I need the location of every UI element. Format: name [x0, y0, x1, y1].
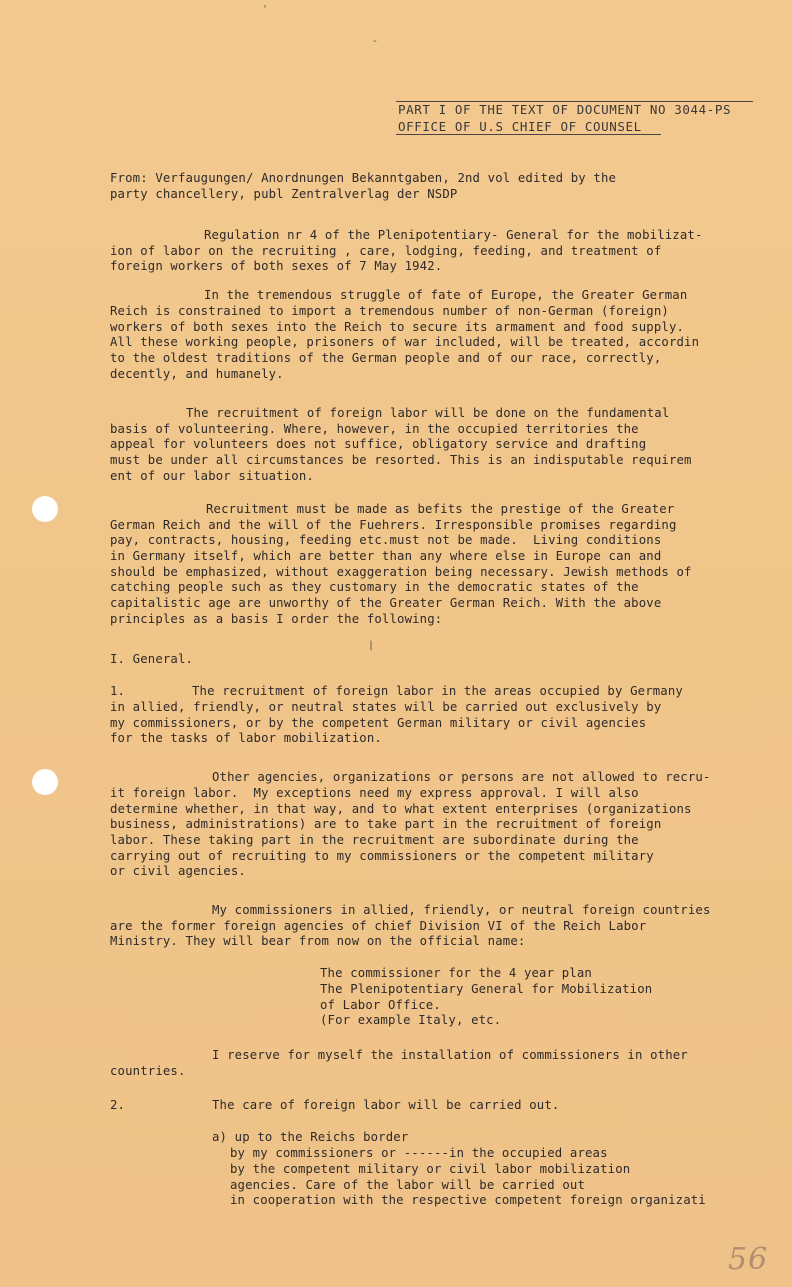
item-1-line-4: for the tasks of labor mobilization.	[110, 731, 382, 745]
source-line-2: party chancellery, publ Zentralverlag der NSDP	[110, 187, 458, 201]
para-6-line-2: are the former foreign agencies of chief Division VI of the Reich Labor	[110, 919, 647, 933]
item-1-line-2: in allied, friendly, or neutral states will be carried out exclusively by	[110, 700, 662, 714]
header-line-1: PART I OF THE TEXT OF DOCUMENT NO 3044-PS	[398, 102, 732, 117]
para-4-line-3: pay, contracts, housing, feeding etc.must not be made. Living conditions	[110, 533, 662, 547]
para-4-line-4: in Germany itself, which are better than any where else in Europe can and	[110, 549, 662, 563]
para-4-line-6: catching people such as they customary in the democratic states of the	[110, 580, 639, 594]
official-name-line-2: The Plenipotentiary General for Mobilization	[320, 982, 653, 996]
item-2a-line-1: a) up to the Reichs border	[212, 1130, 409, 1144]
para-2-line-5: to the oldest traditions of the German people and of our race, correctly,	[110, 351, 662, 365]
item-2a-line-5: in cooperation with the respective competent foreign organizati	[230, 1193, 706, 1207]
para-4-line-1: Recruitment must be made as befits the prestige of the Greater	[206, 502, 675, 516]
para-1-line-3: foreign workers of both sexes of 7 May 1942.	[110, 259, 443, 273]
para-5-line-4: business, administrations) are to take part in the recruitment of foreign	[110, 817, 662, 831]
para-7-line-1: I reserve for myself the installation of commissioners in other	[212, 1048, 688, 1062]
page-number: 56	[728, 1242, 769, 1277]
para-5-line-6: carrying out of recruiting to my commissioners or the competent military	[110, 849, 654, 863]
para-4-line-2: German Reich and the will of the Fuehrers. Irresponsible promises regarding	[110, 518, 677, 532]
item-2a-line-4: agencies. Care of the labor will be carried out	[230, 1178, 586, 1192]
para-2-line-6: decently, and humanely.	[110, 367, 284, 381]
para-5-line-2: it foreign labor. My exceptions need my express approval. I will also	[110, 786, 639, 800]
item-2a-line-3: by the competent military or civil labor mobilization	[230, 1162, 631, 1176]
para-5-line-7: or civil agencies.	[110, 864, 246, 878]
para-4-line-8: principles as a basis I order the following:	[110, 612, 443, 626]
item-number-1: 1.	[110, 684, 126, 698]
punch-hole-lower	[32, 769, 58, 795]
item-number-2: 2.	[110, 1098, 126, 1112]
para-4-line-7: capitalistic age are unworthy of the Greater German Reich. With the above	[110, 596, 662, 610]
para-2-line-1: In the tremendous struggle of fate of Europe, the Greater German	[204, 288, 688, 302]
header-bottom-rule	[396, 134, 661, 135]
para-3-line-1: The recruitment of foreign labor will be done on the fundamental	[186, 406, 670, 420]
para-1-line-2: ion of labor on the recruiting , care, lodging, feeding, and treatment of	[110, 244, 662, 258]
para-3-line-4: must be under all circumstances be resorted. This is an indisputable requirem	[110, 453, 692, 467]
para-2-line-4: All these working people, prisoners of war included, will be treated, accordin	[110, 335, 700, 349]
para-3-line-2: basis of volunteering. Where, however, in the occupied territories the	[110, 422, 639, 436]
para-6-line-1: My commissioners in allied, friendly, or neutral foreign countries	[212, 903, 711, 917]
para-6-line-3: Ministry. They will bear from now on the official name:	[110, 934, 526, 948]
para-5-line-5: labor. These taking part in the recruitment are subordinate during the	[110, 833, 639, 847]
punch-hole-upper	[32, 496, 58, 522]
section-heading: I. General.	[110, 652, 194, 666]
source-line-1: From: Verfaugungen/ Anordnungen Bekanntgaben, 2nd vol edited by the	[110, 171, 617, 185]
item-2-line-1: The care of foreign labor will be carried out.	[212, 1098, 560, 1112]
official-name-line-1: The commissioner for the 4 year plan	[320, 966, 592, 980]
para-2-line-3: workers of both sexes into the Reich to secure its armament and food supply.	[110, 320, 685, 334]
para-5-line-1: Other agencies, organizations or persons are not allowed to recru-	[212, 770, 711, 784]
item-2a-line-2: by my commissioners or ------in the occupied areas	[230, 1146, 608, 1160]
official-name-line-4: (For example Italy, etc.	[320, 1013, 502, 1027]
para-3-line-5: ent of our labor situation.	[110, 469, 314, 483]
dash-mark: -	[372, 36, 379, 47]
para-7-line-2: countries.	[110, 1064, 186, 1078]
para-5-line-3: determine whether, in that way, and to what extent enterprises (organizations	[110, 802, 692, 816]
header-line-2: OFFICE OF U.S CHIEF OF COUNSEL	[398, 119, 642, 134]
para-2-line-2: Reich is constrained to import a tremendous number of non-German (foreign)	[110, 304, 669, 318]
item-1-line-3: my commissioners, or by the competent German military or civil agencies	[110, 716, 647, 730]
item-1-line-1: The recruitment of foreign labor in the areas occupied by Germany	[192, 684, 683, 698]
para-4-line-5: should be emphasized, without exaggeration being necessary. Jewish methods of	[110, 565, 692, 579]
para-3-line-3: appeal for volunteers does not suffice, obligatory service and drafting	[110, 437, 647, 451]
official-name-line-3: of Labor Office.	[320, 998, 441, 1012]
tick-mark: '	[262, 4, 269, 15]
crease-mark: |	[368, 640, 375, 651]
para-1-line-1: Regulation nr 4 of the Plenipotentiary- General for the mobilizat-	[204, 228, 703, 242]
